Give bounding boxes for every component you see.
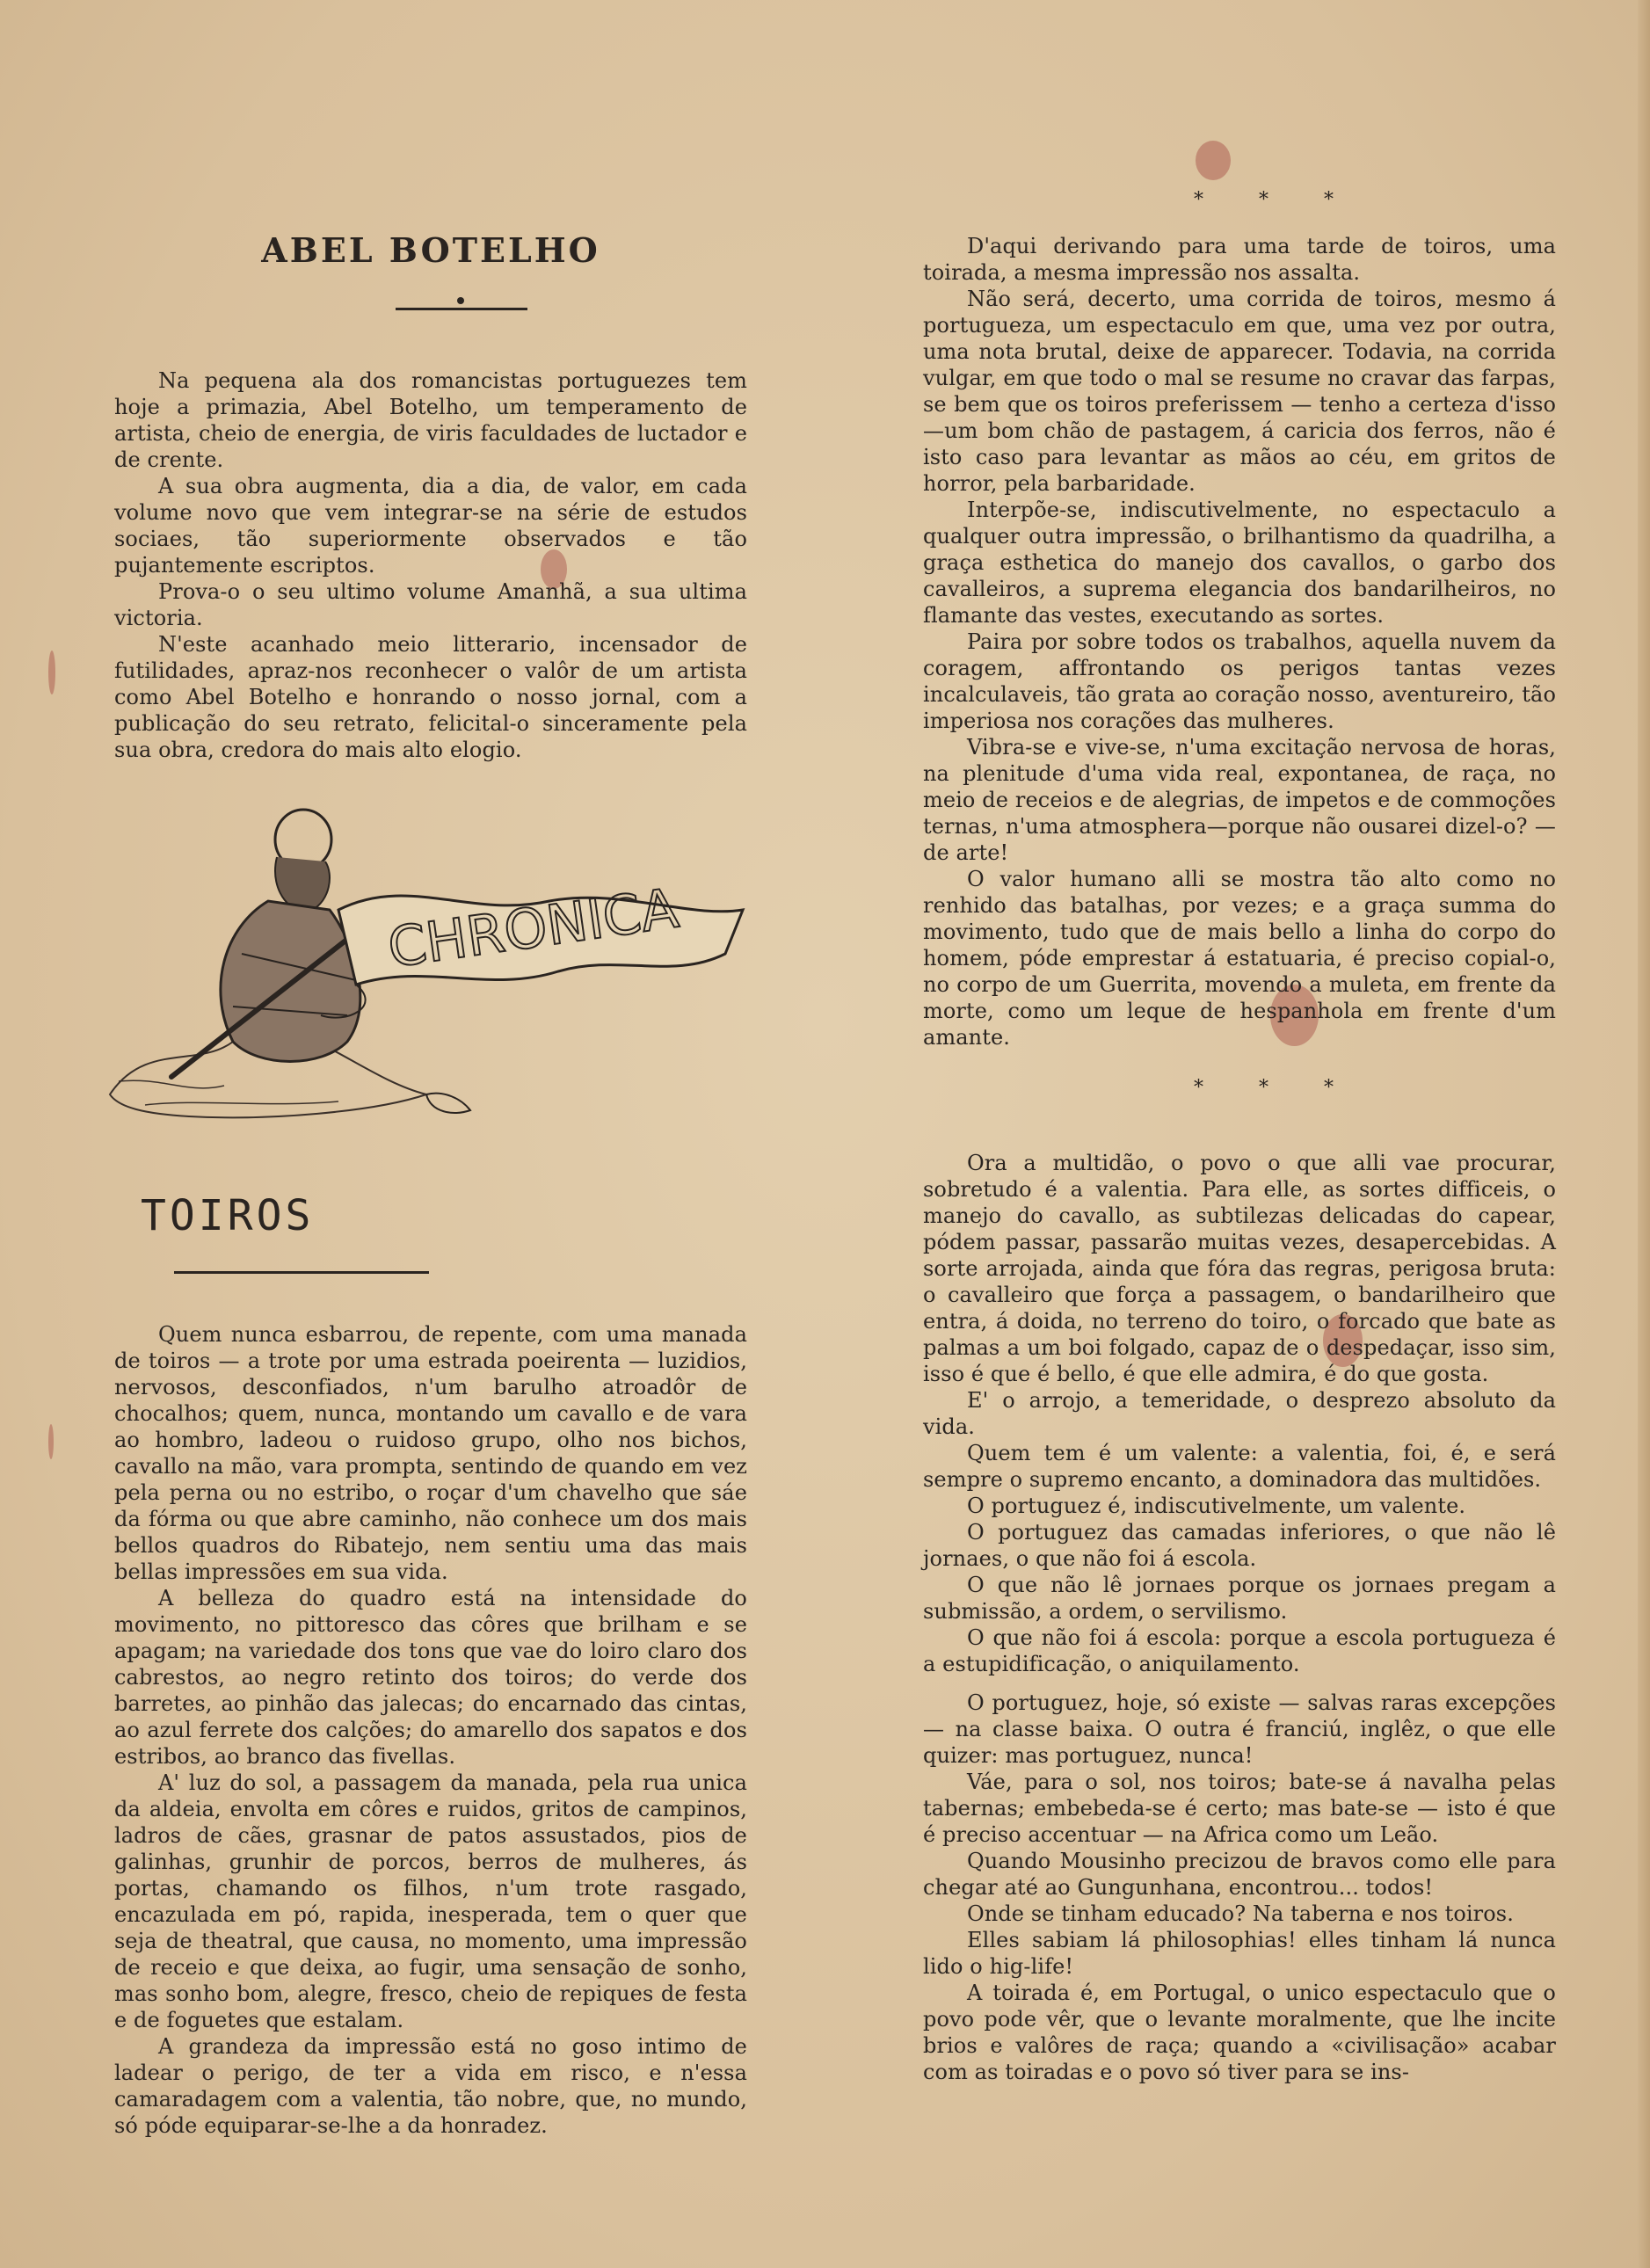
paragraph: A toirada é, em Portugal, o unico espectaculo que o povo pode vêr, que o levante moralmente, que lhe incite brios e valôres de raça; quando a «civilisação» acabar com as toiradas e o povo só tiver para se ins- [923,1981,1556,2084]
toiros-text [114,1321,747,2139]
article-title-abel-botelho: ABEL BOTELHO [261,230,600,270]
page-edge [1638,0,1650,2268]
abel-botelho-text [114,367,747,763]
paragraph: A grandeza da impressão está no goso intimo de ladear o perigo, de ter a vida em risco, e n'essa camaradagem com a valentia, tão nobre, que, no mundo, só póde equiparar-se-lhe a da honradez. [114,2034,747,2138]
paragraph: O valor humano alli se mostra tão alto como no renhido das batalhas, por vezes; e a graça summa do movimento, tudo que de mais bello a linha do corpo do homem, póde emprestar á estatuaria, é preciso copial-o, no corpo de um Guerrita, movendo a muleta, em frente da morte, como um leque de hespanhola em frente d'um amante. [923,867,1556,1050]
banner-text: CHRONICA [383,876,683,980]
paragraph: O portuguez, hoje, só existe — salvas raras excepções — na classe baixa. O outra é franciú, inglêz, o que elle quizer: mas portuguez, nunca! [923,1690,1556,1768]
paragraph: Elles sabiam lá philosophias! elles tinham lá nunca lido o hig-life! [923,1928,1556,1979]
title-rule [396,308,527,310]
paragraph: Paira por sobre todos os trabalhos, aquella nuvem da coragem, affrontando os perigos tantas vezes incalculaveis, tão grata ao coração nosso, aventureiro, tão imperiosa nos corações das mulheres. [923,629,1556,733]
paragraph: Quem nunca esbarrou, de repente, com uma manada de toiros — a trote por uma estrada poeirenta — luzidios, nervosos, desconfiados, n'um barulho atroadôr de chocalhos; quem, nunca, montando um cavallo e de vara ao hombro, ladeou o ruidoso grupo, olho nos bichos, cavallo na mão, vara prompta, sentindo de quando em vez pela perna ou no estribo, o roçar d'um chavelho que sáe da fórma ou que abre caminho, não conhece um dos mais bellos quadros do Ribatejo, nem sentiu uma das mais bellas impressões em sua vida. [114,1322,747,1584]
paragraph: O que não lê jornaes porque os jornaes pregam a submissão, a ordem, o servilismo. [923,1573,1556,1624]
title-rule [174,1271,429,1274]
paragraph: O portuguez das camadas inferiores, o que não lê jornaes, o que não foi á escola. [923,1520,1556,1571]
paragraph: Vibra-se e vive-se, n'uma excitação nervosa de horas, na plenitude d'uma vida real, expontanea, de raça, no meio de receios e de alegrias, de impetos e de commoções ternas, n'uma atmosphera—porque não ousarei dizel-o? — de arte! [923,735,1556,865]
paragraph: Onde se tinham educado? Na taberna e nos toiros. [967,1901,1514,1926]
section-separator-stars: * * * [1194,189,1358,211]
paragraph: Ora a multidão, o povo o que alli vae procurar, sobretudo é a valentia. Para elle, as sortes difficeis, o manejo do cavallo, as subtilezas delicadas do capear, pódem passar, passarão muitas vezes, desapercebidas. A sorte arrojada, ainda que fóra das regras, perigosa bruta: o cavalleiro que força a passagem, o bandarilheiro que entra, á doida, no terreno do toiro, o forcado que bate as palmas a um boi folgado, capaz de o despedaçar, isso sim, isso é que é bello, é que elle admira, é do que gosta. [923,1151,1556,1386]
chronica-illustration [92,778,760,1134]
red-stain [48,651,55,694]
article-title-toiros: TOIROS [141,1191,315,1240]
paragraph: A belleza do quadro está na intensidade do movimento, no pittoresco das côres que brilham e se apagam; na variedade dos tons que vae do loiro claro dos cabrestos, ao negro retinto dos toiros; do verde dos barretes, ao pinhão das jalecas; do encarnado das cintas, ao azul ferrete dos calções; do amarello dos sapatos e dos estribos, ao branco das fivellas. [114,1586,747,1769]
title-rule-ornament [457,297,464,304]
paragraph: Quem tem é um valente: a valentia, foi, é, e será sempre o supremo encanto, a dominadora das multidões. [923,1441,1556,1492]
paragraph: O que não foi á escola: porque a escola portugueza é a estupidificação, o aniquilamento. [923,1625,1556,1676]
paragraph: A' luz do sol, a passagem da manada, pela rua unica da aldeia, envolta em côres e ruidos, gritos de campinos, ladros de cães, grasnar de patos assustados, pios de galinhas, grunhir de porcos, berros de mulheres, ás portas, chamando os filhos, n'um trote rasgado, encazulada em pó, rapida, inesperada, tem o quer que seja de theatral, que causa, no momento, uma impressão de receio e que deixa, ao fugir, uma sensação de sonho, mas sonho bom, alegre, fresco, cheio de repiques de festa e de foguetes que estalam. [114,1770,747,2032]
paragraph: Na pequena ala dos romancistas portuguezes tem hoje a primazia, Abel Botelho, um temperamento de artista, cheio de energia, de viris faculdades de luctador e de crente. [114,368,747,472]
paragraph: Váe, para o sol, nos toiros; bate-se á navalha pelas tabernas; embebeda-se é certo; mas bate-se — isto é que é preciso accentuar — na Africa como um Leão. [923,1770,1556,1847]
paragraph: N'este acanhado meio litterario, incensador de futilidades, apraz-nos reconhecer o valôr de um artista como Abel Botelho e honrando o nosso jornal, com a publicação do seu retrato, felicital-o sinceramente pela sua obra, credora do mais alto elogio. [114,632,747,762]
red-stain [1196,141,1231,180]
red-stain [48,1424,54,1459]
paragraph: E' o arrojo, a temeridade, o desprezo absoluto da vida. [923,1388,1556,1439]
paragraph: O portuguez é, indiscutivelmente, um valente. [967,1494,1466,1518]
paragraph: Não será, decerto, uma corrida de toiros, mesmo á portugueza, um espectaculo em que, uma vez por outra, uma nota brutal, deixe de apparecer. Todavia, na corrida vulgar, em que todo o mal se resume no cravar das farpas, se bem que os toiros preferissem — tenho a certeza d'isso—um bom chão de pastagem, á caricia dos ferros, não é isto caso para levantar as mãos ao céu, em gritos de horror, pela barbaridade. [923,287,1556,496]
paragraph: Interpõe-se, indiscutivelmente, no espectaculo a qualquer outra impressão, o brilhantismo da quadrilha, a graça esthetica do manejo dos cavallos, o garbo dos cavalleiros, a suprema elegancia dos bandarilheiros, no flamante das vestes, executando as sortes. [923,498,1556,628]
section-separator-stars: * * * [1194,1077,1358,1099]
paragraph: Quando Mousinho precizou de bravos como elle para chegar até ao Gungunhana, encontrou... todos! [923,1849,1556,1900]
right-column-section-2 [923,1150,1556,2085]
paragraph: D'aqui derivando para uma tarde de toiros, uma toirada, a mesma impressão nos assalta. [923,234,1556,285]
paragraph: Prova-o o seu ultimo volume Amanhã, a sua ultima victoria. [114,579,747,630]
right-column-section-1 [923,233,1556,1050]
paragraph: A sua obra augmenta, dia a dia, de valor, em cada volume novo que vem integrar-se na série de estudos sociaes, tão superiormente observados e tão pujantemente escriptos. [114,474,747,578]
